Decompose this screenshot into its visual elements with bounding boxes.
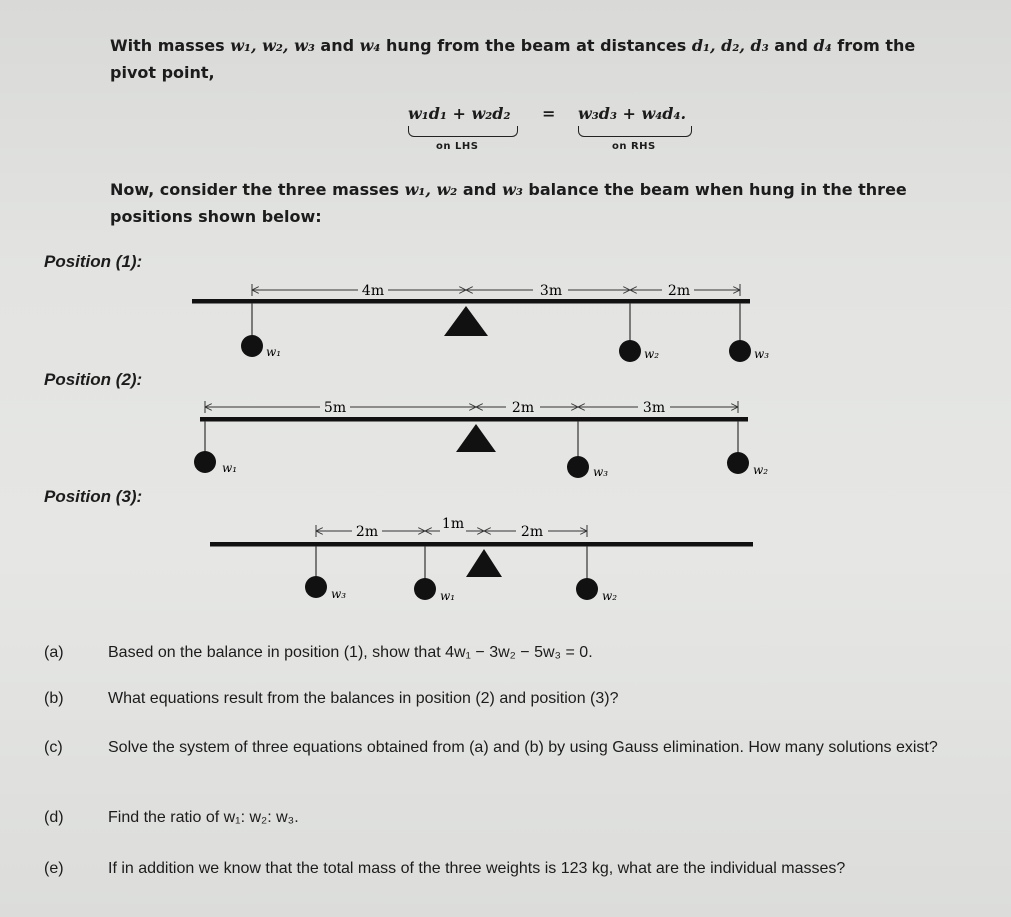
intro-and: and — [320, 36, 355, 55]
consider-text-before: Now, consider the three masses — [110, 180, 399, 199]
weight-ball — [576, 578, 598, 600]
question-c-label: (c) — [44, 739, 63, 756]
intro-and-2: and — [774, 36, 808, 55]
position-3-weight-1: w₃ — [331, 587, 347, 601]
intro-last-distance: d₄ — [813, 36, 832, 55]
weight-ball — [727, 452, 749, 474]
beam — [192, 299, 750, 304]
position-1-diagram — [192, 283, 769, 362]
position-3-weight-2: w₁ — [440, 589, 456, 603]
position-3-distance-3: 2m — [520, 524, 544, 540]
weight-ball — [567, 456, 589, 478]
question-e-text: If in addition we know that the total mass of the three weights is 123 kg, what are the individual masses? — [108, 860, 846, 877]
question-e-label: (e) — [44, 860, 64, 877]
intro-text-before: With masses — [110, 36, 225, 55]
position-3-distance-2: 1m — [441, 516, 465, 532]
equation-equals: = — [542, 104, 556, 123]
position-2-weight-3: w₂ — [753, 463, 769, 477]
position-3-diagram — [210, 516, 753, 603]
position-3-label: Position (3): — [44, 487, 143, 506]
question-d-text: Find the ratio of w₁: w₂: w₃. — [108, 809, 299, 826]
beam — [200, 417, 748, 422]
beam — [210, 542, 753, 547]
position-1-weight-1: w₁ — [266, 345, 282, 359]
position-2-distance-1: 5m — [323, 400, 347, 416]
position-3-weight-3: w₂ — [602, 589, 618, 603]
equation-lhs-label: on LHS — [436, 141, 479, 152]
position-1-distance-2: 3m — [539, 283, 563, 299]
pivot-fulcrum — [456, 424, 496, 452]
weight-ball — [414, 578, 436, 600]
pivot-fulcrum — [444, 306, 488, 336]
position-2-label: Position (2): — [44, 370, 143, 389]
position-1-distance-1: 4m — [361, 283, 385, 299]
question-c-text: Solve the system of three equations obtained from (a) and (b) by using Gauss elimination. How many solutions exist? — [108, 739, 938, 756]
position-1-weight-3: w₃ — [754, 347, 770, 361]
weight-ball — [619, 340, 641, 362]
intro-distances: d₁, d₂, d₃ — [691, 36, 769, 55]
position-2-weight-1: w₁ — [222, 461, 238, 475]
question-a-text: Based on the balance in position (1), show that 4w₁ − 3w₂ − 5w₃ = 0. — [108, 644, 593, 661]
intro-text-mid: hung from the beam at distances — [386, 36, 687, 55]
question-d-label: (d) — [44, 809, 64, 826]
equation-rhs-label: on RHS — [612, 141, 656, 152]
question-b-text: What equations result from the balances in position (2) and position (3)? — [108, 690, 619, 707]
weight-ball — [305, 576, 327, 598]
position-1-label: Position (1): — [44, 252, 143, 271]
weight-ball — [241, 335, 263, 357]
intro-last-mass: w₄ — [359, 36, 381, 55]
position-2-weight-2: w₃ — [593, 465, 609, 479]
position-2-diagram — [194, 400, 768, 479]
weight-ball — [194, 451, 216, 473]
intro-text-after: from the pivot point, — [110, 36, 916, 82]
position-1-weight-2: w₂ — [644, 347, 660, 361]
position-2-distance-3: 3m — [642, 400, 666, 416]
equation-rhs: w₃d₃ + w₄d₄. — [578, 104, 687, 123]
position-1-distance-3: 2m — [667, 283, 691, 299]
position-2-distance-2: 2m — [511, 400, 535, 416]
consider-text-after: balance the beam when hung in the three positions shown below: — [110, 180, 907, 226]
weight-ball — [729, 340, 751, 362]
question-b-label: (b) — [44, 690, 64, 707]
intro-masses: w₁, w₂, w₃ — [230, 36, 315, 55]
pivot-fulcrum — [466, 549, 502, 577]
consider-last-mass: w₃ — [502, 180, 523, 199]
question-a-label: (a) — [44, 644, 64, 661]
consider-and: and — [462, 180, 497, 199]
equation-lhs: w₁d₁ + w₂d₂ — [408, 104, 511, 123]
consider-masses: w₁, w₂ — [404, 180, 458, 199]
position-3-distance-1: 2m — [355, 524, 379, 540]
